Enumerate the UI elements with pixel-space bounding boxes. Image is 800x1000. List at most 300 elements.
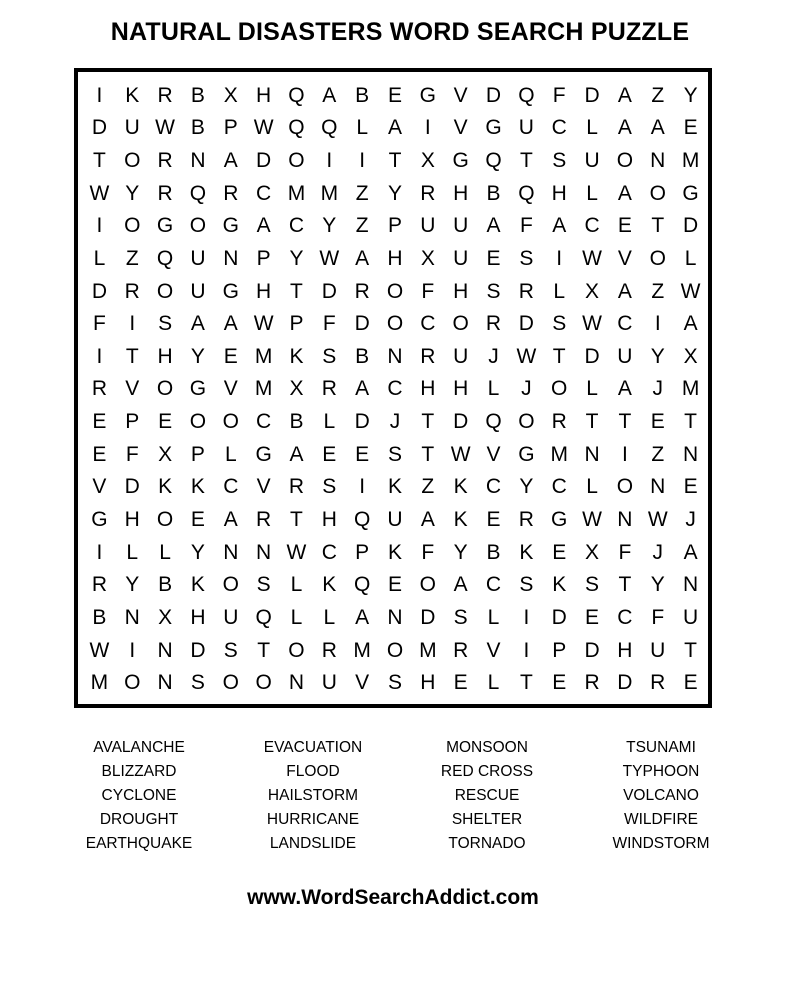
grid-cell: E	[387, 573, 402, 597]
word-list-item: DROUGHT	[99, 811, 179, 828]
grid-cell: T	[257, 638, 271, 662]
grid-cell: S	[552, 312, 567, 336]
grid-cell: E	[650, 410, 665, 434]
grid-cell: R	[321, 638, 337, 662]
grid-cell: W	[253, 312, 274, 336]
grid-cell: R	[157, 83, 173, 107]
grid-cell: E	[453, 671, 468, 695]
grid-cell: P	[223, 116, 238, 140]
grid-cell: O	[649, 181, 666, 205]
grid-cell: A	[190, 312, 205, 336]
grid-cell: X	[158, 442, 173, 466]
grid-cell: U	[223, 605, 239, 629]
grid-cell: O	[156, 508, 174, 532]
grid-cell: H	[453, 181, 469, 205]
grid-cell: Y	[683, 83, 698, 107]
grid-cell: C	[584, 214, 600, 238]
grid-cell: U	[190, 279, 206, 303]
grid-cell: Q	[485, 149, 502, 173]
grid-cell: M	[550, 442, 568, 466]
grid-cell: F	[618, 540, 632, 564]
grid-cell: O	[419, 573, 436, 597]
grid-cell: O	[386, 279, 404, 303]
grid-cell: R	[354, 279, 370, 303]
word-list-column	[574, 736, 748, 856]
grid-cell: C	[321, 540, 337, 564]
grid-cell: W	[516, 344, 537, 368]
grid-cell: D	[551, 605, 567, 629]
grid-cell: I	[359, 475, 366, 499]
grid-cell: U	[584, 149, 600, 173]
grid-cell: W	[582, 312, 602, 336]
grid-cell: A	[617, 83, 632, 107]
grid-cell: V	[453, 83, 468, 107]
grid-cell: K	[453, 508, 468, 532]
grid-cell: O	[222, 671, 239, 695]
grid-cell: V	[617, 246, 632, 270]
grid-cell: W	[286, 540, 307, 564]
grid-cell: Q	[518, 83, 535, 107]
grid-cell: Y	[289, 246, 304, 270]
grid-cell: Y	[125, 181, 140, 205]
grid-cell: B	[158, 573, 173, 597]
grid-cell: R	[223, 181, 239, 205]
grid-cell: A	[617, 181, 632, 205]
grid-cell: A	[355, 377, 370, 401]
grid-cell: I	[621, 442, 628, 466]
grid-cell: H	[453, 377, 469, 401]
grid-cell: B	[190, 116, 205, 140]
grid-cell: O	[124, 671, 141, 695]
grid-cell: E	[92, 442, 107, 466]
grid-cell: N	[387, 344, 403, 368]
grid-cell: A	[617, 116, 632, 140]
grid-cell: Q	[485, 410, 502, 434]
grid-cell: V	[486, 638, 501, 662]
grid-cell: A	[552, 214, 567, 238]
grid-cell: K	[190, 475, 205, 499]
grid-cell: W	[450, 442, 471, 466]
grid-cell: P	[190, 442, 205, 466]
grid-cell: S	[519, 573, 534, 597]
grid-cell: T	[125, 344, 139, 368]
grid-cell: H	[256, 83, 272, 107]
grid-cell: W	[647, 508, 668, 532]
grid-cell: M	[419, 638, 437, 662]
grid-cell: E	[683, 671, 698, 695]
grid-cell: R	[551, 410, 567, 434]
grid-cell: C	[617, 605, 633, 629]
grid-cell: A	[355, 605, 370, 629]
grid-cell: W	[319, 246, 340, 270]
grid-cell: I	[424, 116, 431, 140]
grid-cell: K	[453, 475, 468, 499]
grid-cell: A	[453, 573, 468, 597]
grid-cell: T	[618, 410, 632, 434]
grid-cell: E	[158, 410, 173, 434]
grid-cell: L	[93, 246, 106, 270]
grid-cell: W	[155, 116, 175, 140]
grid-cell: H	[157, 344, 173, 368]
grid-cell: Z	[651, 83, 665, 107]
grid-cell: X	[683, 344, 698, 368]
grid-cell: Z	[125, 246, 139, 270]
grid-cell: O	[189, 214, 207, 238]
grid-cell: N	[650, 475, 666, 499]
grid-cell: L	[356, 116, 368, 140]
word-list-item: RED CROSS	[440, 763, 534, 780]
grid-cell: O	[616, 475, 634, 499]
grid-cell: O	[649, 246, 666, 270]
grid-cell: Y	[453, 540, 468, 564]
grid-cell: F	[651, 605, 665, 629]
grid-cell: O	[124, 149, 141, 173]
grid-cell: B	[486, 540, 501, 564]
grid-cell: B	[190, 83, 205, 107]
grid-cell: E	[683, 116, 698, 140]
grid-cell: E	[387, 83, 402, 107]
grid-cell: C	[288, 214, 305, 238]
grid-cell: X	[420, 149, 435, 173]
grid-cell: L	[586, 475, 598, 499]
grid-cell: C	[256, 181, 272, 205]
grid-cell: P	[552, 638, 567, 662]
grid-cell: D	[420, 605, 436, 629]
word-list-item: WINDSTORM	[612, 835, 710, 852]
grid-cell: H	[551, 181, 567, 205]
grid-cell: C	[256, 410, 272, 434]
grid-cell: J	[488, 344, 499, 368]
grid-cell: J	[652, 540, 663, 564]
grid-cell: L	[586, 181, 598, 205]
grid-cell: I	[96, 344, 103, 368]
grid-cell: S	[585, 573, 600, 597]
grid-cell: T	[290, 508, 303, 532]
grid-cell: V	[355, 671, 370, 695]
word-list-item: EARTHQUAKE	[85, 835, 193, 852]
grid-cell: W	[89, 181, 110, 205]
grid-cell: T	[290, 279, 303, 303]
grid-cell: H	[617, 638, 633, 662]
grid-cell: D	[91, 279, 107, 303]
grid-cell: E	[223, 344, 238, 368]
grid-cell: U	[453, 246, 469, 270]
word-list-item: HAILSTORM	[267, 787, 359, 804]
grid-cell: Z	[651, 442, 665, 466]
grid-cell: D	[682, 214, 699, 238]
grid-cell: L	[290, 605, 303, 629]
grid-cell: C	[485, 475, 502, 499]
grid-cell: Q	[321, 116, 338, 140]
grid-cell: N	[223, 246, 239, 270]
word-list-item: CYCLONE	[101, 787, 177, 804]
word-list-item: BLIZZARD	[101, 763, 177, 780]
grid-cell: T	[651, 214, 665, 238]
grid-cell: F	[421, 540, 435, 564]
grid-cell: A	[223, 149, 238, 173]
grid-cell: L	[487, 671, 500, 695]
grid-cell: A	[420, 508, 435, 532]
grid-cell: A	[683, 312, 698, 336]
grid-cell: I	[523, 605, 530, 629]
grid-cell: K	[387, 475, 402, 499]
grid-cell: G	[419, 83, 436, 107]
grid-cell: J	[652, 377, 663, 401]
grid-cell: E	[355, 442, 370, 466]
grid-cell: O	[124, 214, 141, 238]
grid-cell: O	[386, 638, 404, 662]
grid-cell: L	[323, 605, 336, 629]
grid-cell: W	[582, 246, 602, 270]
grid-cell: G	[156, 214, 174, 238]
grid-cell: X	[420, 246, 435, 270]
grid-cell: R	[584, 671, 600, 695]
grid-cell: R	[420, 344, 436, 368]
grid-cell: K	[125, 83, 140, 107]
grid-cell: S	[190, 671, 205, 695]
grid-cell: I	[359, 149, 366, 173]
grid-cell: T	[585, 410, 599, 434]
grid-cell: N	[124, 605, 140, 629]
grid-cell: C	[387, 377, 403, 401]
grid-cell: R	[91, 377, 107, 401]
grid-cell: R	[124, 279, 140, 303]
grid-cell: S	[486, 279, 501, 303]
grid-cell: D	[354, 312, 370, 336]
grid-cell: O	[518, 410, 535, 434]
grid-cell: U	[420, 214, 436, 238]
grid-cell: O	[288, 638, 305, 662]
grid-cell: B	[289, 410, 304, 434]
grid-cell: W	[253, 116, 274, 140]
puzzle-title: NATURAL DISASTERS WORD SEARCH PUZZLE	[110, 18, 690, 46]
grid-cell: I	[96, 214, 103, 238]
grid-cell: Y	[519, 475, 534, 499]
grid-cell: W	[89, 638, 110, 662]
grid-cell: V	[256, 475, 271, 499]
grid-cell: G	[682, 181, 699, 205]
grid-cell: C	[485, 573, 502, 597]
grid-cell: P	[256, 246, 271, 270]
grid-cell: M	[254, 344, 273, 368]
grid-cell: O	[255, 671, 272, 695]
grid-cell: T	[93, 149, 106, 173]
grid-cell: A	[256, 214, 271, 238]
grid-cell: Q	[353, 508, 371, 532]
word-list-item: HURRICANE	[266, 811, 360, 828]
grid-cell: Q	[156, 246, 174, 270]
grid-cell: T	[421, 410, 435, 434]
grid-cell: Q	[353, 573, 371, 597]
grid-cell: O	[551, 377, 568, 401]
grid-cell: H	[321, 508, 337, 532]
grid-cell: Z	[355, 181, 369, 205]
grid-cell: O	[189, 410, 207, 434]
grid-cell: X	[223, 83, 238, 107]
grid-cell: D	[354, 410, 370, 434]
grid-cell: I	[129, 312, 136, 336]
grid-cell: Y	[322, 214, 337, 238]
grid-cell: S	[453, 605, 468, 629]
grid-cell: T	[519, 149, 533, 173]
grid-cell: A	[387, 116, 402, 140]
grid-cell: W	[582, 508, 602, 532]
grid-cell: N	[223, 540, 239, 564]
grid-cell: I	[523, 638, 530, 662]
grid-cell: F	[421, 279, 435, 303]
grid-cell: D	[485, 83, 502, 107]
word-list-item: FLOOD	[286, 763, 340, 780]
grid-cell: F	[519, 214, 533, 238]
grid-cell: P	[355, 540, 370, 564]
grid-cell: G	[189, 377, 207, 401]
grid-cell: L	[553, 279, 566, 303]
grid-cell: P	[125, 410, 140, 434]
grid-cell: N	[157, 671, 173, 695]
grid-cell: S	[519, 246, 534, 270]
word-list-item: EVACUATION	[263, 739, 363, 756]
grid-cell: S	[552, 149, 567, 173]
grid-cell: K	[190, 573, 205, 597]
grid-cell: T	[684, 638, 697, 662]
grid-cell: L	[586, 116, 598, 140]
grid-cell: A	[223, 508, 238, 532]
grid-cell: J	[521, 377, 532, 401]
word-list-item: SHELTER	[451, 811, 523, 828]
grid-cell: U	[321, 671, 337, 695]
grid-cell: V	[125, 377, 140, 401]
grid-cell: Y	[125, 573, 140, 597]
grid-cell: H	[124, 508, 140, 532]
grid-cell: M	[681, 377, 700, 401]
grid-cell: G	[551, 508, 568, 532]
grid-cell: Q	[288, 83, 305, 107]
grid-cell: R	[518, 508, 534, 532]
grid-cell: O	[222, 410, 239, 434]
grid-cell: N	[387, 605, 403, 629]
grid-cell: M	[254, 377, 273, 401]
grid-cell: E	[617, 214, 632, 238]
grid-cell: T	[684, 410, 697, 434]
grid-cell: B	[355, 83, 370, 107]
word-list-item: TORNADO	[448, 835, 526, 852]
grid-cell: S	[158, 312, 173, 336]
grid-cell: G	[485, 116, 502, 140]
grid-cell: Q	[189, 181, 207, 205]
grid-cell: L	[159, 540, 171, 564]
grid-cell: G	[91, 508, 108, 532]
grid-cell: P	[289, 312, 304, 336]
grid-cell: D	[453, 410, 469, 434]
grid-cell: R	[420, 181, 436, 205]
grid-cell: D	[584, 83, 600, 107]
grid-cell: H	[420, 671, 436, 695]
grid-cell: R	[650, 671, 666, 695]
grid-cell: K	[519, 540, 534, 564]
grid-cell: T	[388, 149, 402, 173]
grid-cell: A	[683, 540, 698, 564]
grid-cell: R	[256, 508, 272, 532]
grid-cell: T	[552, 344, 566, 368]
grid-cell: N	[682, 573, 699, 597]
grid-cell: T	[618, 573, 632, 597]
word-list-item: LANDSLIDE	[269, 835, 357, 852]
grid-cell: U	[387, 508, 403, 532]
grid-cell: E	[486, 246, 501, 270]
grid-cell: M	[681, 149, 700, 173]
grid-cell: H	[387, 246, 403, 270]
grid-cell: R	[157, 149, 173, 173]
grid-cell: E	[190, 508, 205, 532]
grid-cell: A	[486, 214, 501, 238]
grid-cell: U	[190, 246, 206, 270]
grid-cell: Y	[650, 573, 665, 597]
grid-cell: N	[190, 149, 206, 173]
grid-cell: N	[650, 149, 666, 173]
word-list-item: MONSOON	[446, 739, 528, 756]
grid-cell: U	[453, 214, 469, 238]
grid-cell: A	[650, 116, 665, 140]
grid-cell: O	[452, 312, 469, 336]
grid-cell: V	[453, 116, 468, 140]
grid-cell: R	[453, 638, 469, 662]
grid-cell: C	[223, 475, 239, 499]
grid-cell: S	[322, 475, 337, 499]
grid-cell: U	[682, 605, 699, 629]
word-list	[52, 736, 748, 856]
grid-cell: A	[322, 83, 337, 107]
grid-cell: V	[486, 442, 501, 466]
grid-cell: N	[584, 442, 600, 466]
grid-cell: N	[256, 540, 272, 564]
grid-cell: B	[92, 605, 107, 629]
grid-cell: K	[552, 573, 567, 597]
grid-cell: L	[323, 410, 336, 434]
grid-cell: U	[617, 344, 633, 368]
grid-cell: S	[223, 638, 238, 662]
grid-cell: G	[222, 214, 239, 238]
grid-cell: F	[93, 312, 106, 336]
grid-cell: A	[355, 246, 370, 270]
grid-cell: E	[322, 442, 337, 466]
grid-cell: L	[487, 605, 500, 629]
grid-cell: I	[96, 540, 103, 564]
grid-cell: C	[420, 312, 436, 336]
word-list-column	[52, 736, 226, 856]
grid-cell: E	[92, 410, 107, 434]
grid-cell: G	[255, 442, 272, 466]
word-list-item: VOLCANO	[623, 787, 699, 804]
grid-cell: U	[453, 344, 469, 368]
grid-cell: C	[551, 475, 567, 499]
word-list-item: RESCUE	[454, 787, 520, 804]
grid-cell: A	[617, 377, 632, 401]
grid-cell: I	[96, 83, 103, 107]
website-footer: www.WordSearchAddict.com	[247, 886, 539, 909]
word-list-item: AVALANCHE	[93, 739, 185, 756]
letter-grid	[83, 79, 707, 699]
grid-cell: E	[552, 671, 567, 695]
grid-cell: V	[92, 475, 107, 499]
grid-cell: N	[157, 638, 173, 662]
grid-cell: Y	[190, 540, 205, 564]
grid-cell: E	[552, 540, 567, 564]
grid-cell: O	[156, 279, 174, 303]
grid-cell: J	[685, 508, 696, 532]
grid-cell: F	[322, 312, 336, 336]
grid-cell: J	[389, 410, 401, 434]
grid-cell: D	[518, 312, 534, 336]
